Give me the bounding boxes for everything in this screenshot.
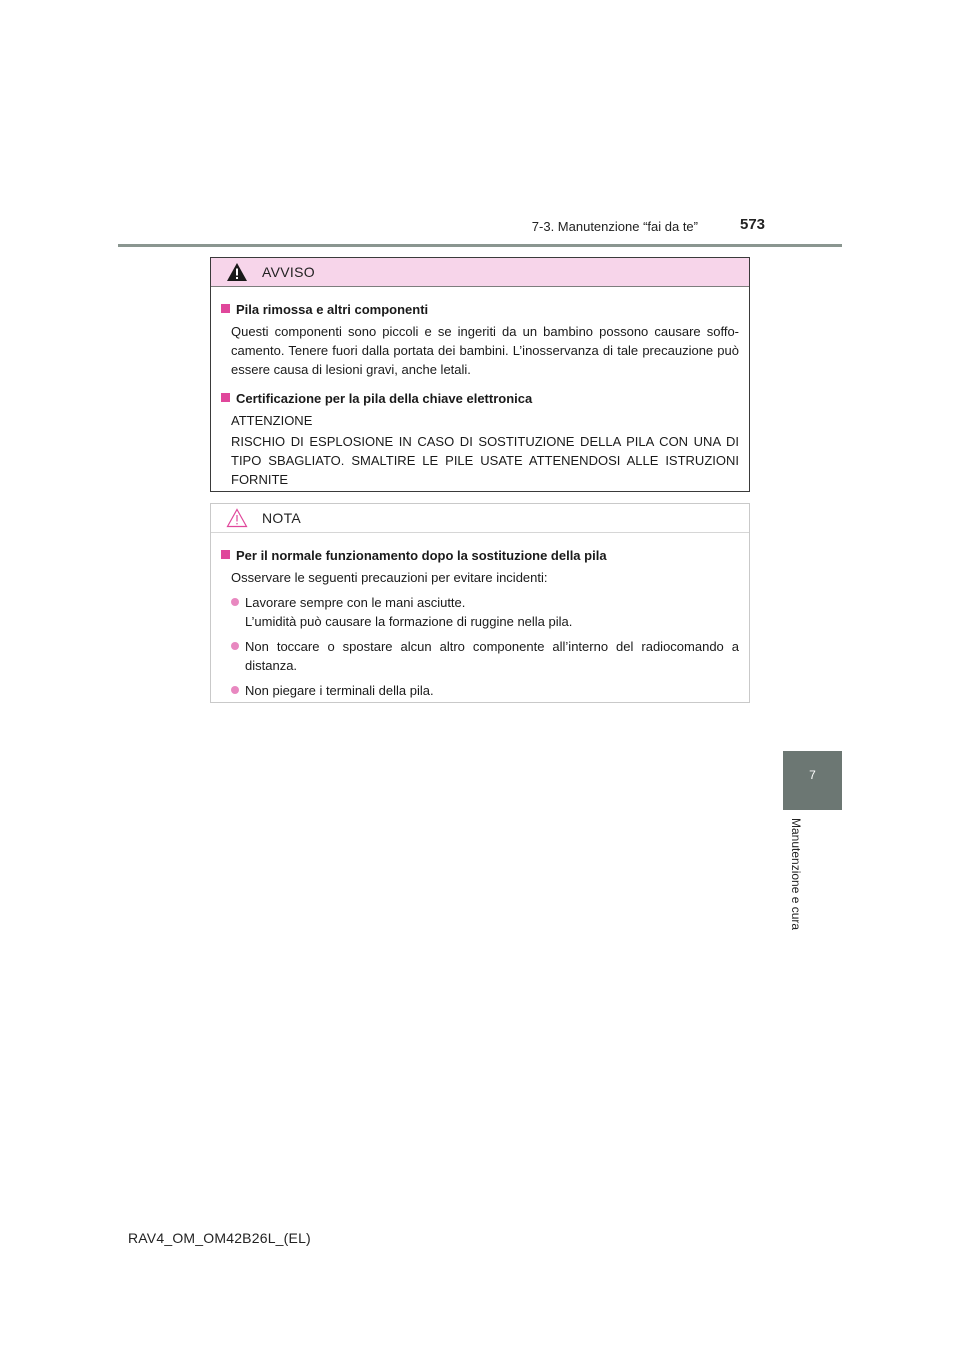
- list-item-text: Lavorare sempre con le mani asciutte.: [245, 595, 466, 610]
- header-divider: [118, 244, 842, 247]
- topic-heading-text: Certificazione per la pila della chiave elettronica: [236, 391, 533, 406]
- topic-heading-text: Pila rimossa e altri componenti: [236, 302, 429, 317]
- list-item-text: Non toccare o spostare alcun altro componente all’interno del radiocomando a distanza.: [245, 639, 739, 673]
- warning-box: [210, 257, 750, 492]
- warning-paragraph: RISCHIO DI ESPLOSIONE IN CASO DI SOSTITUZIONE DELLA PILA CON UNA DI TIPO SBAGLIATO. SMALTIRE LE PILE USATE ATTENENDOSI ALLE ISTRUZIONI FORNITE: [231, 434, 739, 487]
- warning-box-title: AVVISO: [262, 264, 315, 280]
- list-item: [231, 593, 739, 631]
- notice-box-title: NOTA: [262, 510, 302, 526]
- notice-box: [210, 503, 750, 703]
- notice-box-body: [211, 533, 749, 700]
- page-number: 573: [740, 216, 766, 233]
- notice-topic-heading: [221, 546, 739, 565]
- round-bullet-icon: [231, 686, 239, 694]
- warning-paragraph: Questi componenti sono piccoli e se ingeriti da un bambino possono causare soffo-camento. Tenere fuori dalla portata dei bambini. L’inosservanza di tale precauzione può essere causa di lesioni gravi, anche letali.: [231, 324, 739, 377]
- topic-heading-text: Per il normale funzionamento dopo la sostituzione della pila: [236, 548, 607, 563]
- square-bullet-icon: [221, 393, 230, 402]
- warning-box-header: [211, 258, 749, 287]
- round-bullet-icon: [231, 598, 239, 606]
- warning-topic-heading: [221, 300, 739, 319]
- list-item-text: L’umidità può causare la formazione di ruggine nella pila.: [245, 614, 573, 629]
- list-item: [231, 681, 739, 700]
- warning-box-body: [211, 287, 749, 489]
- notice-box-header: [211, 504, 749, 533]
- warning-paragraph: ATTENZIONE: [231, 413, 313, 428]
- square-bullet-icon: [221, 304, 230, 313]
- document-code: RAV4_OM_OM42B26L_(EL): [128, 1230, 311, 1246]
- caution-triangle-icon: [226, 508, 248, 528]
- notice-intro: Osservare le seguenti precauzioni per evitare incidenti:: [231, 570, 548, 585]
- round-bullet-icon: [231, 642, 239, 650]
- warning-triangle-icon: [226, 262, 248, 282]
- running-header-section: 7-3. Manutenzione “fai da te”: [531, 219, 698, 234]
- chapter-tab: [783, 751, 842, 810]
- warning-topic-heading: [221, 389, 739, 408]
- square-bullet-icon: [221, 550, 230, 559]
- chapter-label: Manutenzione e cura: [789, 818, 803, 931]
- list-item-text: Non piegare i terminali della pila.: [245, 683, 434, 698]
- chapter-number: 7: [809, 768, 816, 782]
- list-item: [231, 637, 739, 675]
